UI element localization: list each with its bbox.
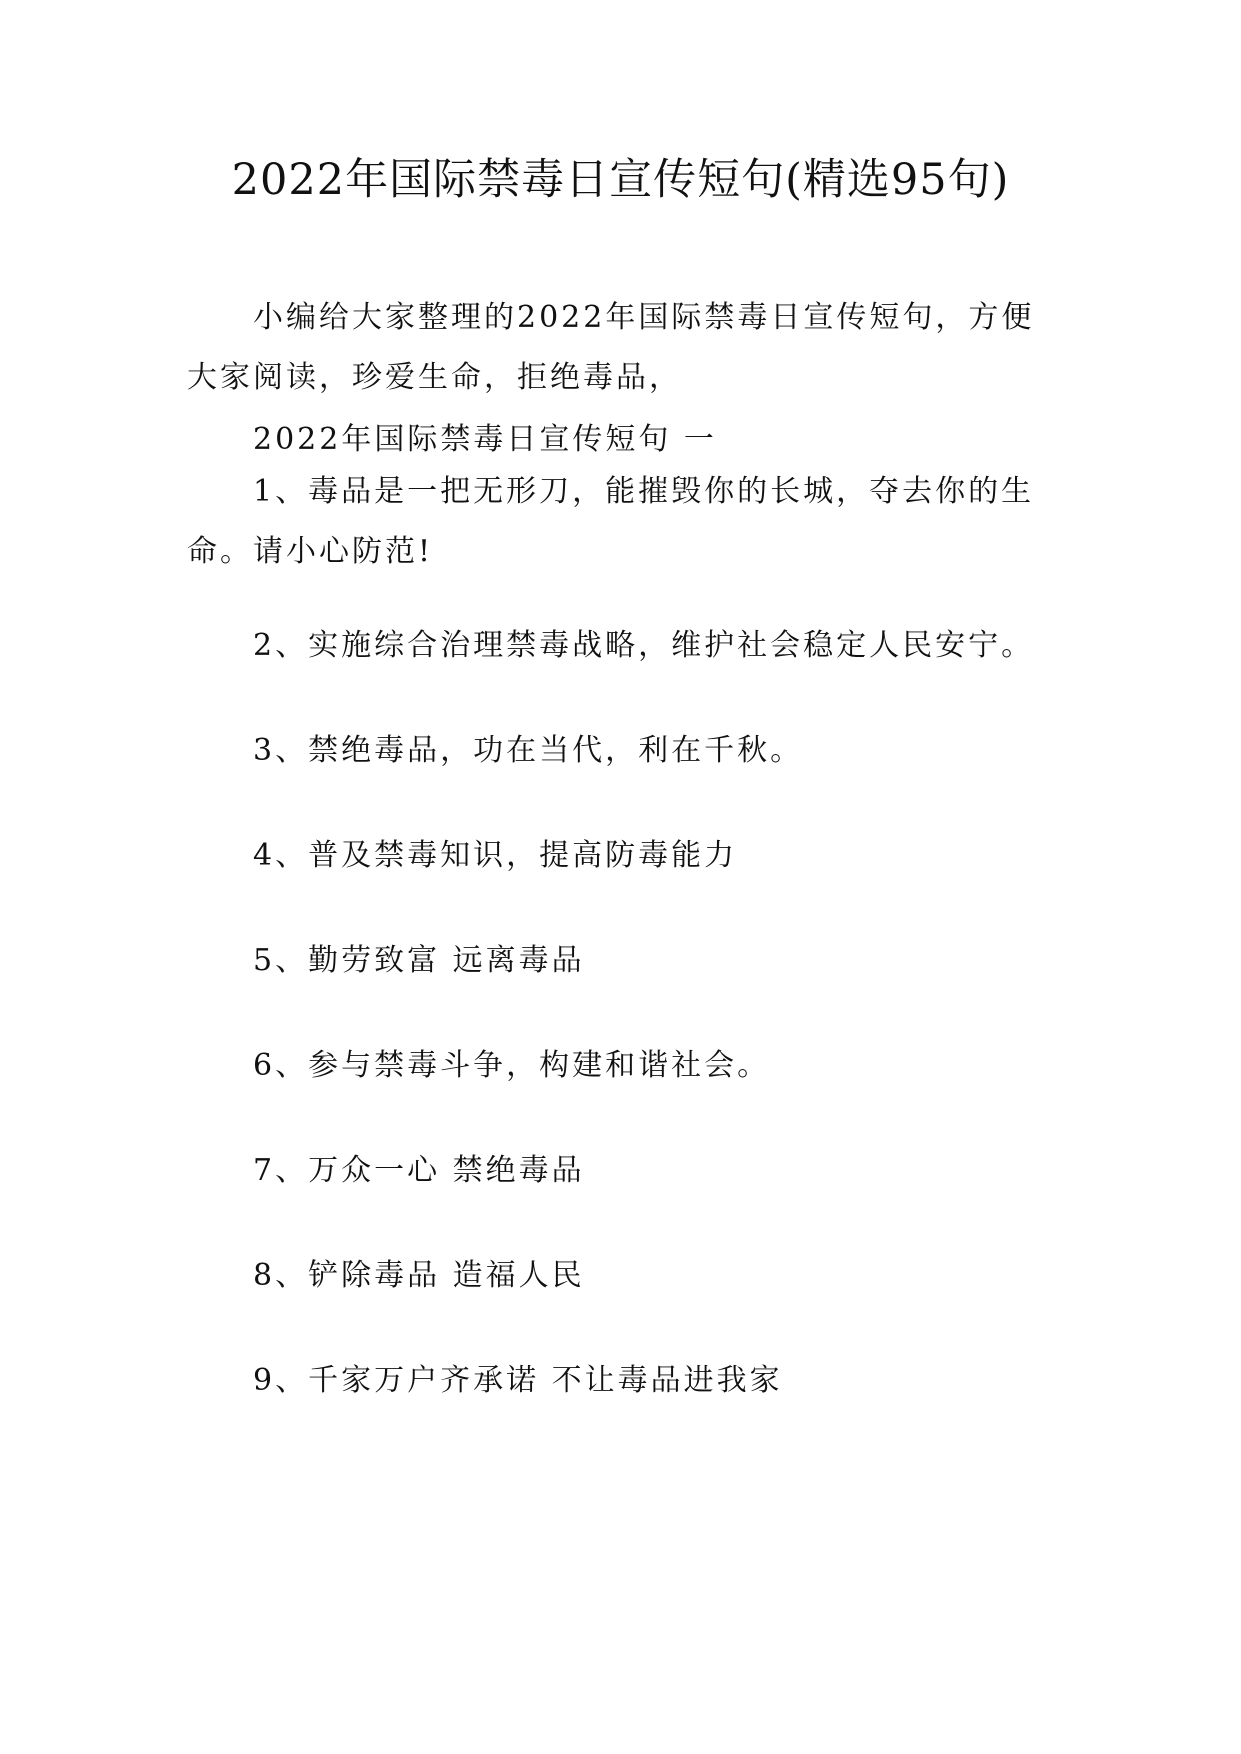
list-item: 8、铲除毒品 造福人民 <box>253 1258 585 1293</box>
list-item: 1、毒品是一把无形刀，能摧毁你的长城，夺去你的生命。请小心防范! <box>187 474 1035 569</box>
intro-paragraph: 小编给大家整理的2022年国际禁毒日宣传短句，方便大家阅读，珍爱生命，拒绝毒品， <box>187 300 1035 395</box>
list-item: 9、千家万户齐承诺 不让毒品进我家 <box>253 1363 783 1398</box>
list-item: 7、万众一心 禁绝毒品 <box>253 1153 585 1188</box>
list-item: 3、禁绝毒品，功在当代，利在千秋。 <box>253 733 804 768</box>
list-item: 4、普及禁毒知识，提高防毒能力 <box>253 838 738 873</box>
list-item: 6、参与禁毒斗争，构建和谐社会。 <box>253 1048 771 1083</box>
list-item: 2、实施综合治理禁毒战略，维护社会稳定人民安宁。 <box>253 628 1035 663</box>
section-heading: 2022年国际禁毒日宣传短句 一 <box>253 422 717 457</box>
list-item: 5、勤劳致富 远离毒品 <box>253 943 585 978</box>
document-title: 2022年国际禁毒日宣传短句(精选95句) <box>231 155 1010 205</box>
